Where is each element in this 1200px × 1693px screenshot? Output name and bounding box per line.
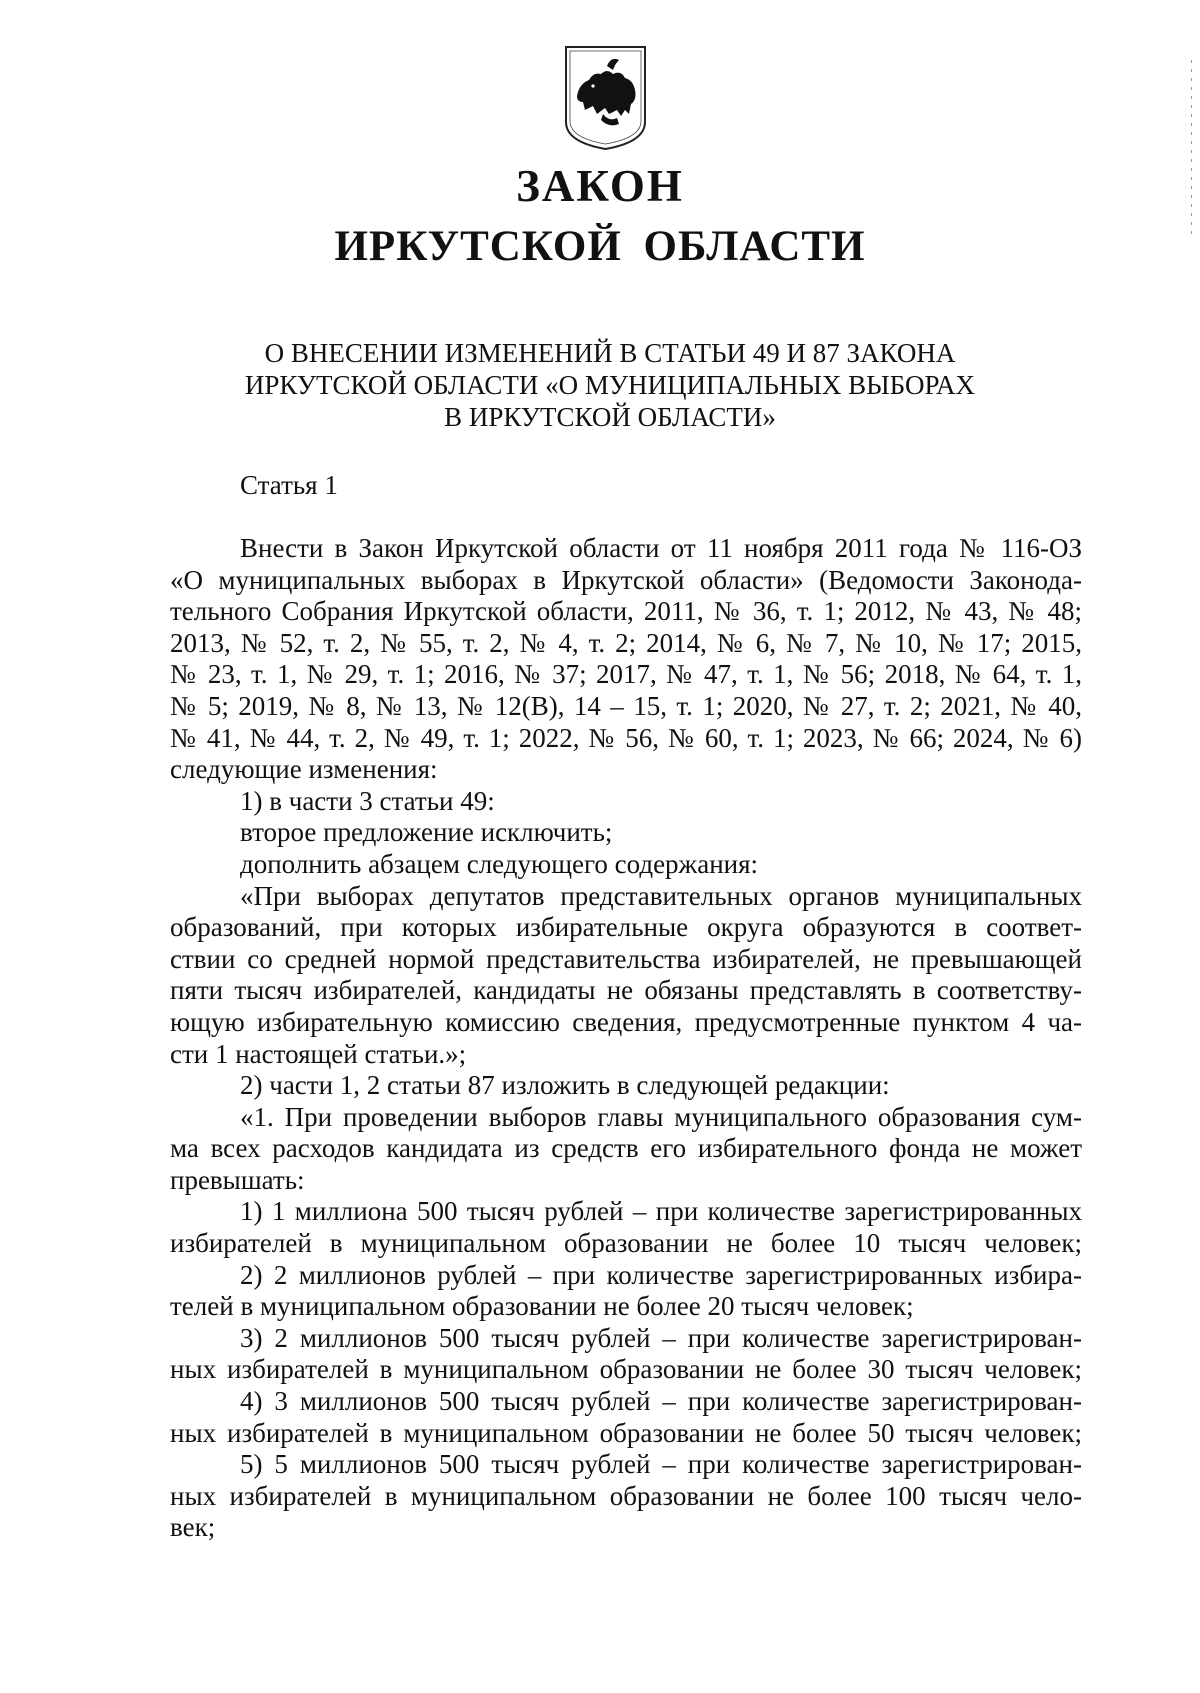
coat-of-arms-emblem xyxy=(563,44,648,152)
law-subtitle xyxy=(220,337,1000,433)
body-line: 2013, № 52, т. 2, № 55, т. 2, № 4, т. 2; 2014, № 6, № 7, № 10, № 17; 2015, xyxy=(170,627,1082,658)
body-line: «При выборах депутатов представительных органов муниципальных xyxy=(240,880,1082,911)
body-line: № 23, т. 1, № 29, т. 1; 2016, № 37; 2017, № 47, т. 1, № 56; 2018, № 64, т. 1, xyxy=(170,659,1082,690)
body-line: 2) 2 миллионов рублей – при количестве зарегистрированных избира- xyxy=(240,1259,1082,1290)
document-title: ЗАКОН xyxy=(516,161,684,211)
body-line: телей в муниципальном образовании не более 20 тысяч человек; xyxy=(170,1291,914,1322)
body-line: ющую избирательную комиссию сведения, предусмотренные пунктом 4 ча- xyxy=(170,1006,1082,1037)
body-line: ных избирателей в муниципальном образовании не более 100 тысяч чело- xyxy=(170,1480,1082,1511)
body-line: № 5; 2019, № 8, № 13, № 12(В), 14 – 15, т. 1; 2020, № 27, т. 2; 2021, № 40, xyxy=(170,690,1082,721)
body-line: ных избирателей в муниципальном образовании не более 50 тысяч человек; xyxy=(170,1417,1082,1448)
body-line: № 41, № 44, т. 2, № 49, т. 1; 2022, № 56, № 60, т. 1; 2023, № 66; 2024, № 6) xyxy=(170,722,1082,753)
body-line: 3) 2 миллионов 500 тысяч рублей – при количестве зарегистрирован- xyxy=(240,1322,1082,1353)
body-line: тельного Собрания Иркутской области, 2011, № 36, т. 1; 2012, № 43, № 48; xyxy=(170,596,1082,627)
document-title-region: ИРКУТСКОЙ ОБЛАСТИ xyxy=(334,223,866,270)
scan-edge-mark xyxy=(1191,60,1192,240)
body-line: следующие изменения: xyxy=(170,754,438,785)
body-line: превышать: xyxy=(170,1164,305,1195)
body-line: 2) части 1, 2 статьи 87 изложить в следующей редакции: xyxy=(240,1070,890,1101)
body-line: 1) в части 3 статьи 49: xyxy=(240,785,495,816)
body-line: «О муниципальных выборах в Иркутской области» (Ведомости Законода- xyxy=(170,564,1082,595)
subtitle-line: ИРКУТСКОЙ ОБЛАСТИ «О МУНИЦИПАЛЬНЫХ ВЫБОРАХ xyxy=(244,370,976,400)
body-line: образований, при которых избирательные округа образуются в соответ- xyxy=(170,912,1082,943)
coat-of-arms-icon xyxy=(563,44,648,152)
body-line: 1) 1 миллиона 500 тысяч рублей – при количестве зарегистрированных xyxy=(240,1196,1082,1227)
body-line: век; xyxy=(170,1512,216,1543)
body-line: второе предложение исключить; xyxy=(240,817,613,848)
subtitle-line: О ВНЕСЕНИИ ИЗМЕНЕНИЙ В СТАТЬИ 49 И 87 ЗАКОНА xyxy=(264,338,956,368)
body-line: «1. При проведении выборов главы муниципального образования сум- xyxy=(240,1101,1082,1132)
body-line: сти 1 настоящей статьи.»; xyxy=(170,1038,467,1069)
article-heading: Статья 1 xyxy=(240,470,338,500)
body-line: ма всех расходов кандидата из средств его избирательного фонда не может xyxy=(170,1133,1082,1164)
body-line: пяти тысяч избирателей, кандидаты не обязаны представлять в соответству- xyxy=(170,975,1082,1006)
body-line: 5) 5 миллионов 500 тысяч рублей – при количестве зарегистрирован- xyxy=(240,1449,1082,1480)
document-body xyxy=(170,533,1082,1544)
body-line: ствии со средней нормой представительства избирателей, не превышающей xyxy=(170,943,1082,974)
body-line: дополнить абзацем следующего содержания: xyxy=(240,848,759,879)
body-line: избирателей в муниципальном образовании не более 10 тысяч человек; xyxy=(170,1228,1082,1259)
body-line: Внести в Закон Иркутской области от 11 ноября 2011 года № 116-ОЗ xyxy=(240,533,1082,563)
body-line: ных избирателей в муниципальном образовании не более 30 тысяч человек; xyxy=(170,1354,1082,1385)
body-line: 4) 3 миллионов 500 тысяч рублей – при количестве зарегистрирован- xyxy=(240,1386,1082,1417)
subtitle-line: В ИРКУТСКОЙ ОБЛАСТИ» xyxy=(444,402,776,432)
